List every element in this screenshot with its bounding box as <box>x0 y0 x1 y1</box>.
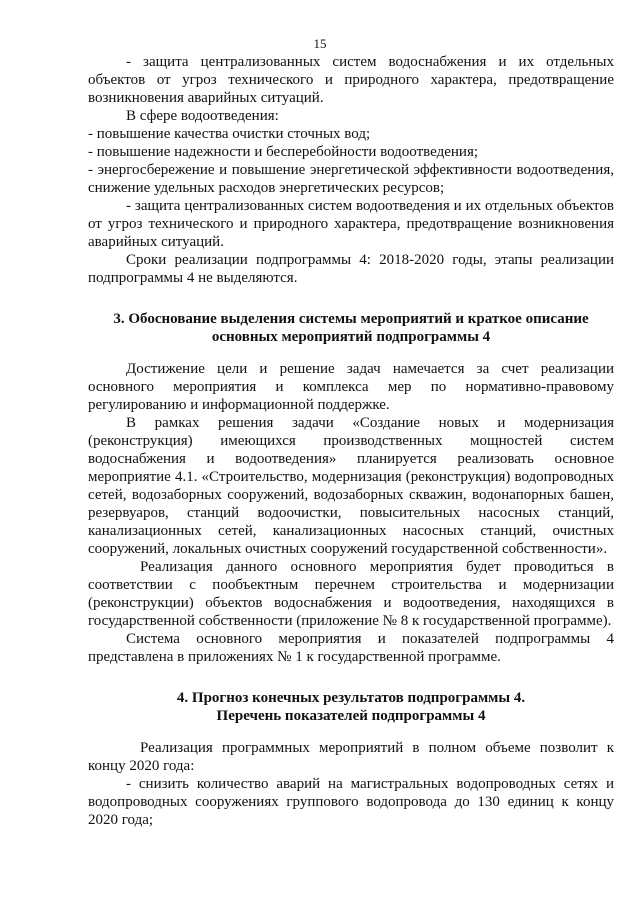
list-item: - повышение надежности и бесперебойности водоотведения; <box>88 144 479 160</box>
list-item: - защита централизованных систем водоотведения и их отдельных объектов от угроз технического и природного характера, предотвращение возникновения аварийных ситуаций. <box>88 198 614 250</box>
section-4-paragraph: Реализация программных мероприятий в полном объеме позволит к концу 2020 года: <box>88 740 614 774</box>
section-3-heading-line2: основных мероприятий подпрограммы 4 <box>211 329 491 345</box>
section-3-paragraph: Реализация данного основного мероприятия будет проводиться в соответствии с пообъектным перечнем строительства и модернизации (реконструкции) объектов водоснабжения и водоотведения, находящихся в государственной собственности (приложение № 8 к государственной программе). <box>88 559 614 629</box>
paragraph-terms: Сроки реализации подпрограммы 4: 2018-2020 годы, этапы реализации подпрограммы 4 не выделяются. <box>88 252 614 286</box>
section-3-heading <box>88 310 614 346</box>
section-4-heading <box>88 689 614 725</box>
section-4-heading-line1: 4. Прогноз конечных результатов подпрограммы 4. <box>176 690 526 706</box>
section-3-paragraph: Достижение цели и решение задач намечается за счет реализации основного мероприятия и комплекса мер по нормативно-правовому регулированию и информационной поддержке. <box>88 361 614 413</box>
section-3-paragraph: Система основного мероприятия и показателей подпрограммы 4 представлена в приложениях № 1 к государственной программе. <box>88 631 614 665</box>
section-4-paragraph: - снизить количество аварий на магистральных водопроводных сетях и водопроводных сооружениях группового водопровода до 130 единиц к концу 2020 года; <box>88 776 614 828</box>
paragraph-water-protection: - защита централизованных систем водоснабжения и их отдельных объектов от угроз технического и природного характера, предотвращение возникновения аварийных ситуаций. <box>88 54 614 106</box>
section-4-heading-line2: Перечень показателей подпрограммы 4 <box>216 708 486 724</box>
page-content <box>88 53 614 829</box>
list-item: - повышение качества очистки сточных вод; <box>88 126 371 142</box>
section-3-heading-line1: 3. Обоснование выделения системы мероприятий и краткое описание <box>113 311 589 327</box>
list-item: - энергосбережение и повышение энергетической эффективности водоотведения, снижение удельных расходов энергетических ресурсов; <box>88 162 614 196</box>
section-3-paragraph: В рамках решения задачи «Создание новых и модернизация (реконструкция) имеющихся производственных мощностей систем водоснабжения и водоотведения» планируется реализовать основное мероприятие 4.1. «Строительство, модернизация (реконструкция) водопроводных сетей, водозаборных сооружений, водозаборных скважин, водонапорных башен, резервуаров, станций водоочистки, повысительных насосных станций, канализационных сетей, канализационных насосных станций, очистных сооружений, локальных очистных сооружений государственной собственности». <box>88 415 614 557</box>
paragraph-sewerage-heading: В сфере водоотведения: <box>126 108 279 124</box>
page-number: 15 <box>313 36 327 51</box>
